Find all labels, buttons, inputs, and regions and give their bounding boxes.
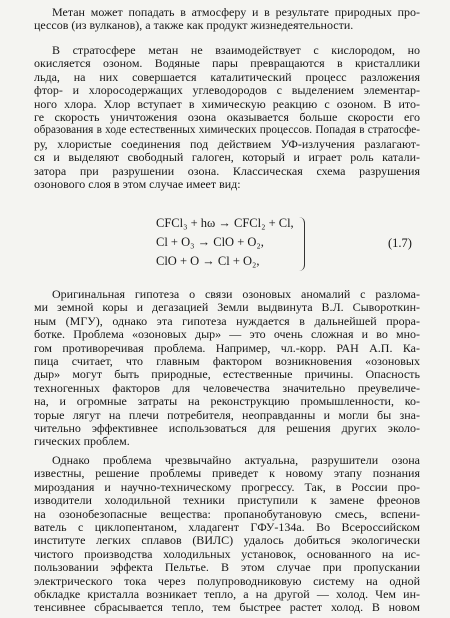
paragraph-solution bbox=[34, 454, 420, 615]
paragraph-stratosphere bbox=[34, 44, 420, 191]
text-line: ботке. Проблема «озоновых дыр» — это очень сложная и во мно- bbox=[34, 328, 420, 342]
text-line: затора при разрушении озона. Классическая схема разрушения bbox=[34, 164, 420, 178]
text-line: В стратосфере метан не взаимодействует с кислородом, но bbox=[52, 44, 420, 57]
text-line: торые лягут на плечи потребителя, неоправданны и могли бы зна- bbox=[34, 408, 420, 422]
text-line: обкладке кристалла возникает тепло, а на другой — холод. Чем ин- bbox=[34, 588, 420, 602]
text-line: известны, решение проблемы приведет к новому этапу познания bbox=[34, 467, 420, 481]
text-line: ватель с циклопентаном, хладагент ГФУ-134а. Во Всероссийском bbox=[34, 521, 420, 535]
text-line: пользовании эффекта Пельтье. В этом случае при пропускании bbox=[34, 561, 420, 575]
text-line: ным (МГУ), однако эта гипотеза нуждается в дальнейшей прора- bbox=[34, 314, 420, 328]
text-line: гом противоречивая проблема. Например, чл.-корр. РАН А.П. Ка- bbox=[34, 341, 420, 355]
text-line: цессов (из вулканов), а также как продукт жизнедеятельности. bbox=[34, 19, 354, 33]
text-line: Однако проблема чрезвычайно актуальна, разрушители озона bbox=[52, 454, 420, 467]
text-line: институте легких сплавов (ВИЛС) удалось добиться экологически bbox=[34, 534, 420, 548]
text-line: пица считает, что главным фактором возникновения «озоновых bbox=[34, 355, 420, 369]
text-line: на, и огромные затраты на реконструкцию промышленности, ко- bbox=[34, 395, 420, 409]
text-line: льда, на них совершается каталитический процесс разложения bbox=[34, 70, 420, 84]
text-line: Оригинальная гипотеза о связи озоновых аномалий с разлома- bbox=[52, 288, 420, 301]
equation-block bbox=[0, 216, 450, 276]
text-line: техногенных факторов для человечества значительно преувеличе- bbox=[34, 381, 420, 395]
text-line: Метан может попадать в атмосферу и в результате природных про- bbox=[52, 6, 420, 19]
text-line: на озонобезопасные вещества: пропанобутановую смесь, вспени- bbox=[34, 507, 420, 521]
text-line: образования в ходе естественных химических процессов. Попадая в стратосфе- bbox=[34, 124, 420, 137]
text-line: дыр» могут быть природные, естественные причины. Опасность bbox=[34, 368, 420, 382]
equation-brace bbox=[296, 217, 305, 271]
equation-line: CFCl₃ + hω → CFCl₂ + Cl, bbox=[156, 216, 294, 230]
text-line: фтор- и хлоросодержащих углеводородов с выделением элементар- bbox=[34, 84, 420, 98]
text-line: чистого производства холодильных установок, основанного на ис- bbox=[34, 547, 420, 561]
paragraph-hypothesis bbox=[34, 288, 420, 449]
text-line: ге скорость уничтожения озона оказывается больше скорости его bbox=[34, 111, 420, 125]
text-line: тенсивнее сбрасывается тепло, тем быстрее растет холод. В новом bbox=[34, 601, 420, 615]
text-line: ми земной коры и дегазацией Земли выдвинута В.Л. Сывороткин- bbox=[34, 301, 420, 315]
text-line: гических проблем. bbox=[34, 435, 130, 449]
text-line: изводители холодильной техники приступили к замене фреонов bbox=[34, 494, 420, 508]
text-line: окисляется озоном. Водяные пары превращаются в кристаллики bbox=[34, 57, 420, 71]
text-line: ру, хлористые соединения под действием УФ-излучения разлагают- bbox=[34, 137, 420, 151]
equation-number: (1.7) bbox=[388, 236, 412, 250]
text-line: чительно эффективнее использоваться для решения других эколо- bbox=[34, 422, 420, 436]
text-line: ся и выделяют свободный галоген, который и играет роль катали- bbox=[34, 151, 420, 165]
equation-line: ClO + O → Cl + O₂, bbox=[156, 254, 260, 268]
text-line: мироздания и научно-техническому прогрессу. Так, в России про- bbox=[34, 480, 420, 494]
text-line: озонового слоя в этом случае имеет вид: bbox=[34, 178, 241, 192]
text-line: электрического тока через полупроводниковую систему на одной bbox=[34, 574, 420, 588]
equation-line: Cl + O₃ → ClO + O₂, bbox=[156, 235, 264, 249]
text-line: ного хлора. Хлор вступает в химическую реакцию с озоном. В ито- bbox=[34, 97, 420, 111]
paragraph-methane-sources bbox=[34, 6, 420, 33]
